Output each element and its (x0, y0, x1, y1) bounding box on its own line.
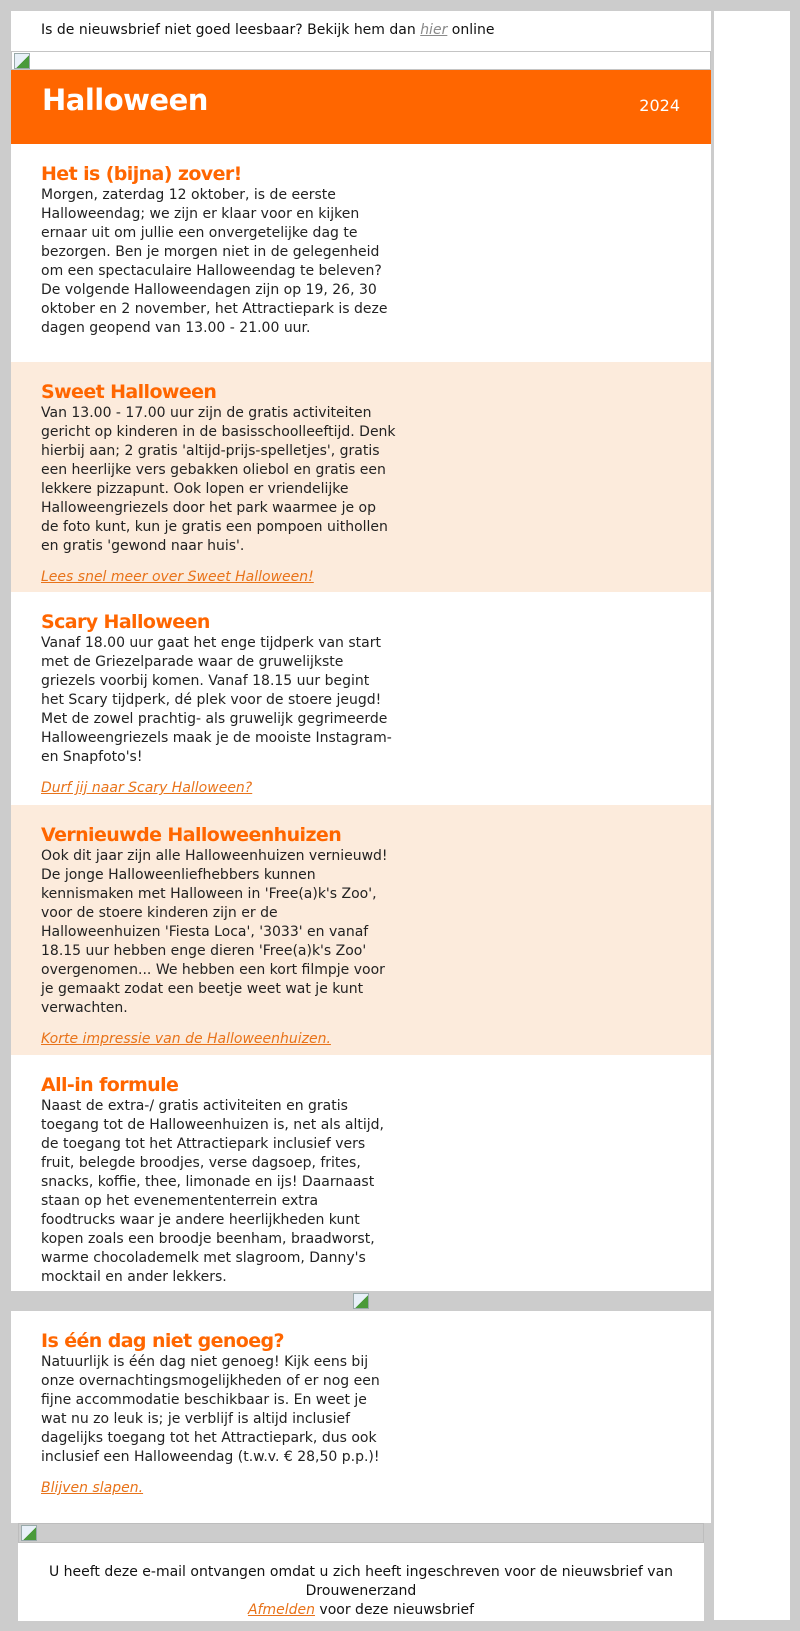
section-title: Scary Halloween (41, 611, 210, 633)
preheader-text-after: online (447, 22, 495, 38)
broken-image-icon (21, 1525, 37, 1541)
preheader (11, 11, 711, 51)
section-all-in (11, 1055, 711, 1291)
section-intro (11, 144, 711, 362)
section-scary-halloween (11, 592, 711, 805)
section-body: Van 13.00 - 17.00 uur zijn de gratis activiteiten gericht op kinderen in de basisschoolleeftijd. Denk hierbij aan; 2 gratis 'altijd-prijs-spelletjes', gratis een heerlijke vers gebakken oliebol en gratis een lekkere pizzapunt. Ook lopen er vriendelijke Halloweengriezels door het park waarmee je op de foto kunt, kun je gratis een pompoen uithollen en gratis 'gewond naar huis'. (41, 405, 396, 554)
right-column (714, 11, 790, 1620)
newsletter (11, 11, 711, 1523)
footer-image (18, 1523, 704, 1543)
broken-image-icon (353, 1293, 369, 1309)
preheader-text: Is de nieuwsbrief niet goed leesbaar? Bekijk hem dan (41, 22, 421, 38)
section-title: Sweet Halloween (41, 381, 217, 403)
section-body: Morgen, zaterdag 12 oktober, is de eerste Halloweendag; we zijn er klaar voor en kijken ernaar uit om jullie een onvergetelijke dag te bezorgen. Ben je morgen niet in de gelegenheid om een spectaculaire Halloweendag te beleven? De volgende Halloweendagen zijn op 19, 26, 30 oktober en 2 november, het Attractiepark is deze dagen geopend van 13.00 - 21.00 uur. (41, 187, 388, 336)
scary-halloween-link[interactable]: Durf jij naar Scary Halloween? (41, 780, 253, 796)
section-title: Vernieuwde Halloweenhuizen (41, 824, 342, 846)
section-title: All-in formule (41, 1074, 179, 1096)
footer-line-1: U heeft deze e-mail ontvangen omdat u zich heeft ingeschreven voor de nieuwsbrief van Drouwenerzand (48, 1564, 674, 1599)
section-body: Vanaf 18.00 uur gaat het enge tijdperk van start met de Griezelparade waar de gruwelijkste griezels voorbij komen. Vanaf 18.15 uur begint het Scary tijdperk, dé plek voor de stoere jeugd! Met de zowel prachtig- als gruwelijk gegrimeerde Halloweengriezels maak je de mooiste Instagram- en Snapfoto's! (41, 635, 392, 765)
hero-year: 2024 (639, 96, 680, 115)
footer-line-2-text: voor deze nieuwsbrief (314, 1602, 475, 1618)
unsubscribe-link[interactable]: Afmelden (247, 1602, 315, 1618)
section-overnachten (11, 1311, 711, 1523)
hero-banner (11, 70, 711, 144)
section-title: Is één dag niet genoeg? (41, 1330, 284, 1352)
divider-image (11, 1291, 711, 1311)
halloweenhuizen-link[interactable]: Korte impressie van de Halloweenhuizen. (41, 1031, 331, 1047)
header-image (11, 51, 711, 70)
hero-title: Halloween (42, 83, 208, 117)
section-halloweenhuizen (11, 805, 711, 1055)
section-sweet-halloween (11, 362, 711, 592)
footer (18, 1523, 704, 1621)
footer-line-2 (18, 1601, 704, 1620)
sweet-halloween-link[interactable]: Lees snel meer over Sweet Halloween! (41, 569, 314, 585)
section-body: Ook dit jaar zijn alle Halloweenhuizen vernieuwd! De jonge Halloweenliefhebbers kunnen kennismaken met Halloween in 'Free(a)k's Zoo', voor de stoere kinderen zijn er de Halloweenhuizen 'Fiesta Loca', '3033' en vanaf 18.15 uur hebben enge dieren 'Free(a)k's Zoo' overgenomen... We hebben een kort filmpje voor je gemaakt zodat een beetje weet wat je kunt verwachten. (41, 848, 388, 1016)
section-body: Natuurlijk is één dag niet genoeg! Kijk eens bij onze overnachtingsmogelijkheden of er nog een fijne accommodatie beschikbaar is. En weet je wat nu zo leuk is; je verblijf is altijd inclusief dagelijks toegang tot het Attractiepark, dus ook inclusief een Halloweendag (t.w.v. € 28,50 p.p.)! (41, 1354, 380, 1465)
footer-text (18, 1543, 704, 1621)
broken-image-icon (14, 53, 30, 69)
blijven-slapen-link[interactable]: Blijven slapen. (41, 1480, 144, 1496)
section-title: Het is (bijna) zover! (41, 163, 242, 185)
section-body: Naast de extra-/ gratis activiteiten en gratis toegang tot de Halloweenhuizen is, net als altijd, de toegang tot het Attractiepark inclusief vers fruit, belegde broodjes, verse dagsoep, frites, snacks, koffie, thee, limonade en ijs! Daarnaast staan op het evenemententerrein extra foodtrucks waar je andere heerlijkheden kunt kopen zoals een broodje beenham, braadworst, warme chocolademelk met slagroom, Danny's mocktail en ander lekkers. (41, 1098, 385, 1285)
view-online-link[interactable]: hier (420, 22, 448, 38)
